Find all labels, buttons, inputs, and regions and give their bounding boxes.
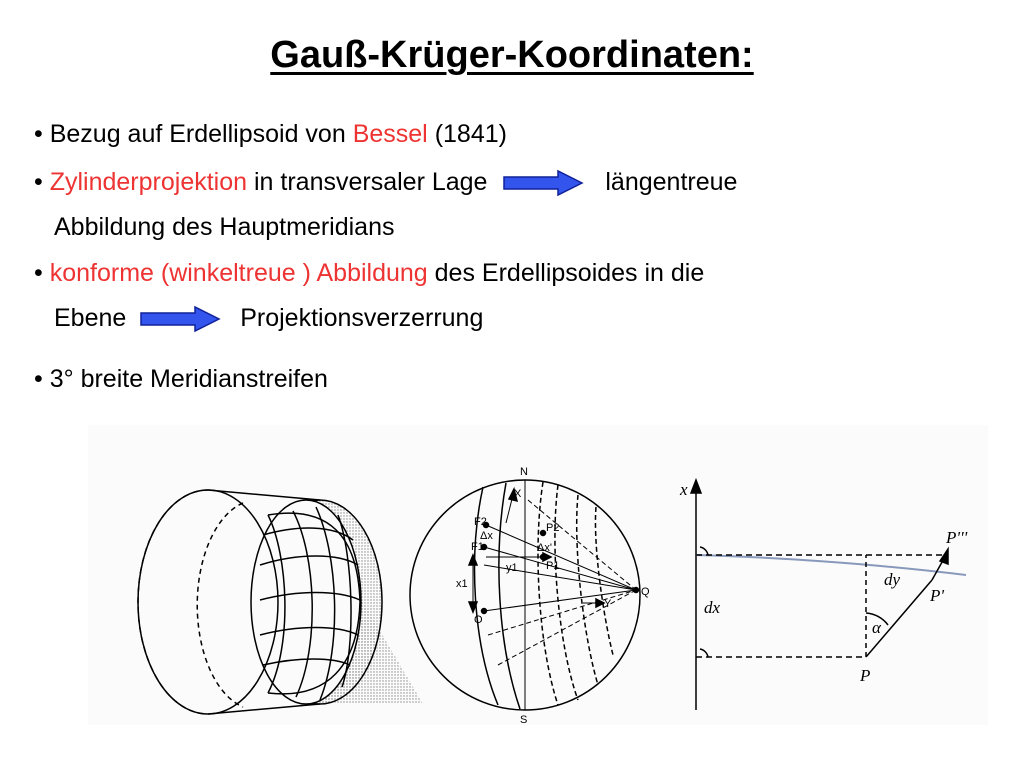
bullet-marker: • <box>34 365 43 393</box>
bullet-2-text: in transversaler Lage <box>254 168 488 196</box>
bullet-4-text: 3° breite Meridianstreifen <box>49 365 328 393</box>
right-arrow-icon <box>139 305 221 333</box>
label-p: P <box>860 666 871 685</box>
title-text: Gauß-Krüger-Koordinaten: <box>270 34 754 76</box>
label-dx-prime: Δx' <box>537 542 552 554</box>
label-y1: y1 <box>506 562 518 574</box>
label-p-prime: P' <box>930 586 945 605</box>
bullet-3 <box>34 259 704 288</box>
label-q: Q <box>641 586 650 598</box>
label-origin: O <box>474 614 483 626</box>
projection-figures <box>88 425 988 725</box>
label-north: N <box>520 466 528 478</box>
bullet-marker: • <box>34 168 43 196</box>
bullet-3-result: Projektionsverzerrung <box>240 304 484 332</box>
label-p2: P2 <box>546 522 560 534</box>
bullet-3-text: des Erdellipsoides in die <box>434 259 705 287</box>
label-alpha: α <box>872 618 881 637</box>
label-south: S <box>520 714 528 725</box>
bullet-2-continuation <box>54 213 395 242</box>
bullet-3-cont-text: Ebene <box>54 304 127 332</box>
plane-figure <box>691 480 966 710</box>
label-p1: P1 <box>546 560 560 572</box>
bullet-1-text: Bezug auf Erdellipsoid von <box>49 120 346 148</box>
label-y: Y <box>604 598 612 610</box>
bullet-1-highlight: Bessel <box>352 120 428 148</box>
label-p-triple: P''' <box>946 528 968 547</box>
bullet-marker: • <box>34 259 43 287</box>
label-f1: F1 <box>471 541 484 553</box>
bullet-3-highlight: konforme (winkeltreue ) Abbildung <box>49 259 428 287</box>
bullet-2-highlight: Zylinderprojektion <box>49 168 248 196</box>
cylinder-figure <box>138 490 423 714</box>
bullet-2-result: längentreue <box>605 168 738 196</box>
bullet-3-continuation <box>54 304 483 333</box>
label-dx-plane: dx <box>704 598 721 617</box>
label-x: X <box>514 488 522 500</box>
label-dx: Δx <box>480 530 493 542</box>
bullet-marker: • <box>34 120 43 148</box>
sphere-figure <box>410 480 640 710</box>
plane-labels <box>679 480 968 685</box>
figures-panel <box>88 425 988 725</box>
label-dy: dy <box>884 570 901 589</box>
bullet-1-year: (1841) <box>434 120 507 148</box>
bullet-2 <box>34 168 737 197</box>
label-f2: F2 <box>474 516 487 528</box>
label-x1: x1 <box>456 578 468 590</box>
right-arrow-icon <box>502 169 584 197</box>
bullet-1 <box>34 120 507 149</box>
sphere-labels <box>456 466 650 725</box>
bullet-2-cont-text: Abbildung des Hauptmeridians <box>54 213 395 241</box>
label-axis-x: x <box>680 480 688 499</box>
bullet-4 <box>34 365 328 394</box>
page-title <box>0 34 1024 77</box>
